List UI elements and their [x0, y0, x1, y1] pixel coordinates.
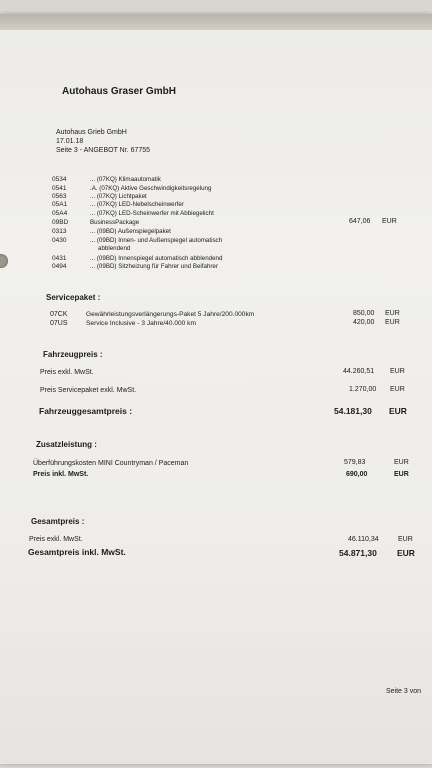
gross-price-currency: EUR: [397, 548, 415, 558]
option-code: 0430: [52, 237, 67, 244]
option-price: 647,06: [349, 218, 371, 225]
option-desc: ... (07KQ) Lichtpaket: [90, 193, 147, 200]
net-price-value: 46.110,34: [348, 536, 379, 543]
offer-number: Seite 3 - ANGEBOT Nr. 67755: [56, 147, 151, 154]
option-desc: ... (07KQ) LED-Scheinwerfer mit Abbiegelicht: [90, 210, 214, 217]
price-label: Preis Servicepaket exkl. MwSt.: [40, 387, 137, 394]
option-desc: ... (09BD) Außenspiegelpaket: [90, 228, 171, 235]
section-title-gesamtpreis: Gesamtpreis :: [31, 517, 85, 526]
vehicle-total-currency: EUR: [389, 406, 407, 416]
price-label: Preis exkl. MwSt.: [40, 369, 94, 376]
option-code: 05A1: [52, 201, 68, 208]
price-value: 44.260,51: [343, 368, 375, 375]
price-value: 1.270,00: [349, 386, 377, 393]
service-desc: Service Inclusive - 3 Jahre/40.000 km: [86, 320, 196, 327]
option-code: 0541: [52, 185, 67, 192]
option-code: 05A4: [52, 210, 68, 217]
extra-currency: EUR: [394, 471, 409, 478]
net-price-currency: EUR: [398, 536, 413, 543]
section-title-fahrzeugpreis: Fahrzeugpreis :: [43, 350, 103, 359]
extra-price: 579,83: [344, 459, 366, 466]
gross-price-value: 54.871,30: [339, 548, 377, 558]
document-page: [0, 14, 432, 764]
option-code: 0431: [52, 255, 67, 262]
option-desc: BusinessPackage: [90, 219, 140, 226]
service-price: 850,00: [353, 310, 375, 317]
extra-currency: EUR: [394, 459, 409, 466]
page-footer: Seite 3 von: [386, 688, 422, 695]
extra-price: 690,00: [346, 471, 368, 478]
service-desc: Gewährleistungsverlängerungs-Paket 5 Jahre/200.000km: [86, 311, 255, 318]
punch-hole: [0, 254, 8, 268]
option-desc: ... (07KQ) Klimaautomatik: [90, 176, 161, 183]
price-currency: EUR: [390, 386, 405, 393]
option-code: 09BD: [52, 219, 69, 226]
option-desc: .A. (07KQ) Aktive Geschwindigkeitsregelung: [90, 185, 212, 192]
service-code: 07CK: [50, 311, 68, 318]
option-code: 0563: [52, 193, 67, 200]
document-date: 17.01.18: [56, 138, 84, 145]
option-desc: ... (07KQ) LED-Nebelscheinwerfer: [90, 201, 184, 208]
extra-label: Preis inkl. MwSt.: [33, 471, 89, 478]
net-price-label: Preis exkl. MwSt.: [29, 536, 83, 543]
option-desc: ... (09BD) Innenspiegel automatisch abblendend: [90, 255, 223, 262]
option-code: 0313: [52, 228, 67, 235]
section-title-zusatzleistung: Zusatzleistung :: [36, 440, 97, 449]
extra-label: Überführungskosten MINI Countryman / Paceman: [33, 460, 189, 467]
service-code: 07US: [50, 320, 68, 327]
option-desc: ... (09BD) Innen- und Außenspiegel automatisch: [90, 237, 223, 244]
option-code: 0494: [52, 263, 67, 270]
page-top-edge: [0, 14, 432, 30]
service-currency: EUR: [385, 319, 400, 326]
section-title-servicepaket: Servicepaket :: [46, 293, 101, 302]
vehicle-total-label: Fahrzeuggesamtpreis :: [39, 406, 133, 416]
service-currency: EUR: [385, 310, 400, 317]
price-currency: EUR: [390, 368, 405, 375]
company-name: Autohaus Graser GmbH: [62, 86, 176, 97]
vehicle-total-price: 54.181,30: [334, 406, 372, 416]
dealer-name: Autohaus Grieb GmbH: [56, 129, 127, 136]
gross-price-label: Gesamtpreis inkl. MwSt.: [28, 547, 126, 557]
option-desc: ... (09BD) Sitzheizung für Fahrer und Beifahrer: [90, 263, 218, 270]
option-code: 0534: [52, 176, 67, 183]
service-price: 420,00: [353, 319, 375, 326]
option-desc-cont: abblendend: [98, 245, 131, 252]
option-currency: EUR: [382, 218, 397, 225]
